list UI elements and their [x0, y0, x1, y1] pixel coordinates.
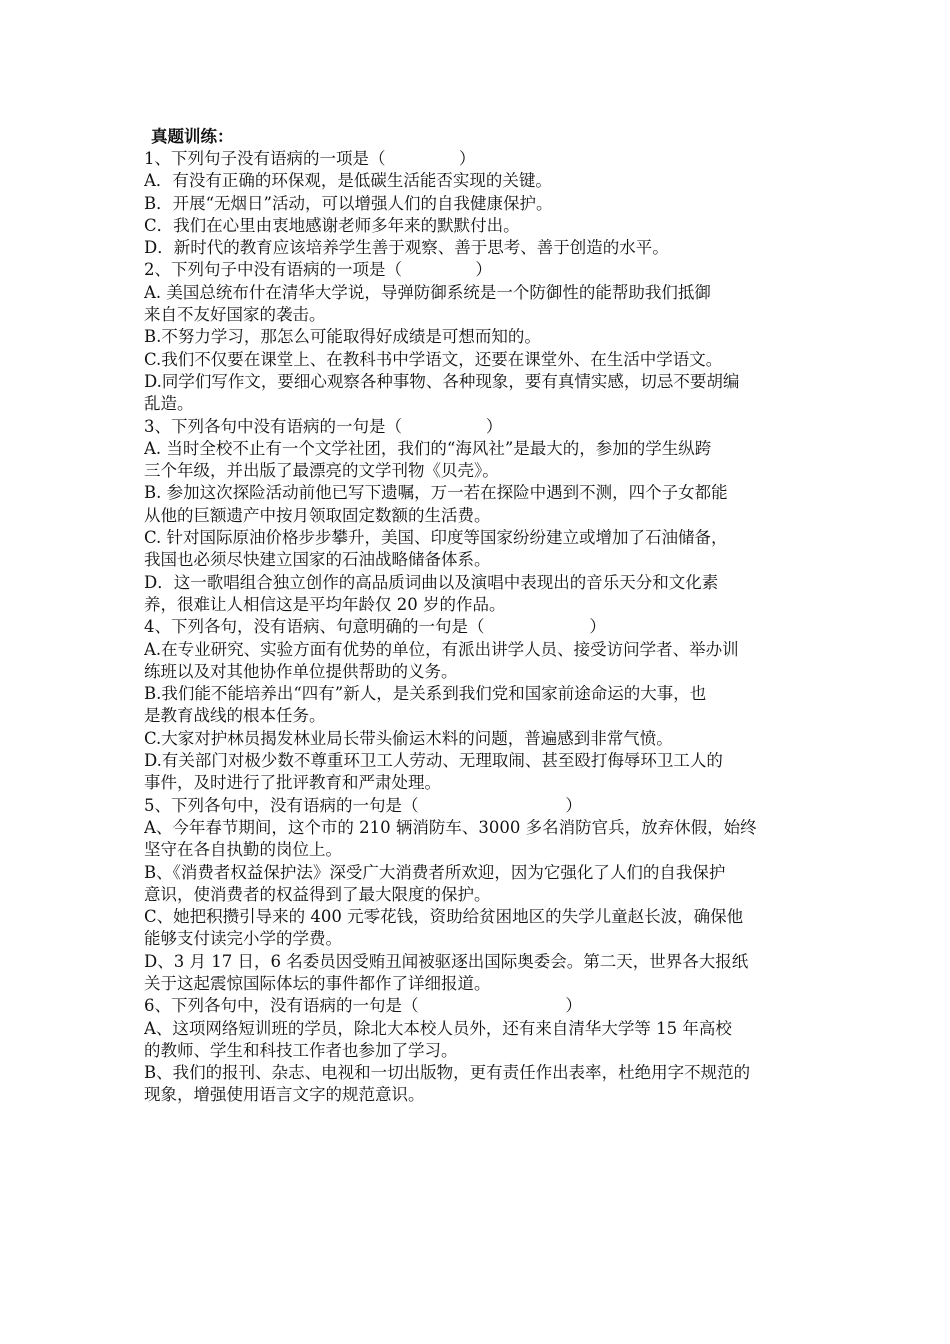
question-1-stem: 1、下列句子没有语病的一项是（ ）	[144, 149, 476, 168]
question-6-option-a-cont: 的教师、学生和科技工作者也参加了学习。	[144, 1040, 458, 1060]
question-4-option-a: A.在专业研究、实验方面有优势的单位，有派出讲学人员、接受访问学者、举办训	[144, 639, 739, 659]
question-4-option-b-cont: 是教育战线的根本任务。	[144, 706, 326, 726]
question-5-option-d: D、3 月 17 日，6 名委员因受贿丑闻被驱逐出国际奥委会。第二天，世界各大报纸	[144, 951, 749, 971]
section-heading: 真题训练：	[151, 127, 234, 146]
question-3-option-c: C. 针对国际原油价格步步攀升，美国、印度等国家纷纷建立或增加了石油储备，	[144, 528, 728, 548]
question-3-option-c-cont: 我国也必须尽快建立国家的石油战略储备体系。	[144, 550, 491, 570]
question-6-option-b-cont: 现象，增强使用语言文字的规范意识。	[144, 1085, 425, 1105]
question-4-option-d-cont: 事件，及时进行了批评教育和严肃处理。	[144, 773, 441, 793]
question-3-option-b-cont: 从他的巨额遗产中按月领取固定数额的生活费。	[144, 505, 491, 525]
question-2-option-d: D.同学们写作文，要细心观察各种事物、各种现象，要有真情实感，切忌不要胡编	[144, 371, 740, 391]
question-5-option-a-cont: 坚守在各自执勤的岗位上。	[144, 840, 342, 860]
question-3-option-d-cont: 养，很难让人相信这是平均年龄仅 20 岁的作品。	[144, 594, 506, 614]
question-6-option-a: A、这项网络短训班的学员，除北大本校人员外，还有来自清华大学等 15 年高校	[144, 1018, 732, 1038]
question-3-option-a-cont: 三个年级，并出版了最漂亮的文学刊物《贝壳》。	[144, 461, 499, 481]
question-2-stem: 2、下列句子中没有语病的一项是（ ）	[144, 260, 492, 280]
question-5-option-c: C、她把积攒引导来的 400 元零花钱，资助给贫困地区的失学儿童赵长波，确保他	[144, 907, 744, 927]
question-4-option-d: D.有关部门对极少数不尊重环卫工人劳动、无理取闹、甚至殴打侮辱环卫工人的	[144, 751, 723, 771]
question-2-option-b: B.不努力学习，那怎么可能取得好成绩是可想而知的。	[144, 327, 541, 347]
question-6-option-b: B、我们的报刊、杂志、电视和一切出版物，更有责任作出表率，杜绝用字不规范的	[144, 1063, 751, 1083]
question-2-option-d-cont: 乱造。	[144, 394, 194, 414]
question-3-stem: 3、下列各句中没有语病的一句是（ ）	[144, 416, 503, 436]
question-4-option-c: C.大家对护林员揭发林业局长带头偷运木料的问题，普遍感到非常气愤。	[144, 728, 673, 748]
question-2-option-c: C.我们不仅要在课堂上、在教科书中学语文，还要在课堂外、在生活中学语文。	[144, 349, 723, 369]
question-3-option-b: B. 参加这次探险活动前他已写下遗嘱，万一若在探险中遇到不测，四个子女都能	[144, 483, 728, 503]
question-1-option-b: B．开展“无烟日”活动，可以增强人们的自我健康保护。	[144, 193, 553, 213]
question-5-stem: 5、下列各句中，没有语病的一句是（ ）	[144, 795, 582, 815]
question-5-option-c-cont: 能够支付读完小学的学费。	[144, 929, 342, 949]
question-1-option-c: C．我们在心里由衷地感谢老师多年来的默默付出。	[144, 215, 520, 235]
question-6-stem: 6、下列各句中，没有语病的一句是（ ）	[144, 996, 582, 1016]
question-2-option-a-cont: 来自不友好国家的袭击。	[144, 305, 326, 325]
question-4-option-a-cont: 练班以及对其他协作单位提供帮助的义务。	[144, 661, 458, 681]
question-1-option-d: D．新时代的教育应该培养学生善于观察、善于思考、善于创造的水平。	[144, 238, 669, 258]
question-body	[144, 148, 812, 1107]
document-page	[144, 126, 812, 1107]
question-2-option-a: A. 美国总统布什在清华大学说，导弹防御系统是一个防御性的能帮助我们抵御	[144, 282, 711, 302]
question-4-stem: 4、下列各句，没有语病、句意明确的一句是（ ）	[144, 617, 606, 637]
question-4-option-b: B.我们能不能培养出“四有”新人，是关系到我们党和国家前途命运的大事，也	[144, 684, 707, 704]
question-3-option-a: A. 当时全校不止有一个文学社团，我们的“海风社”是最大的，参加的学生纵跨	[144, 438, 712, 458]
question-3-option-d: D．这一歌唱组合独立创作的高品质词曲以及演唱中表现出的音乐天分和文化素	[144, 572, 719, 592]
question-5-option-b-cont: 意识，使消费者的权益得到了最大限度的保护。	[144, 884, 491, 904]
question-5-option-b: B、《消费者权益保护法》深受广大消费者所欢迎，因为它强化了人们的自我保护	[144, 862, 726, 882]
question-5-option-d-cont: 关于这起震惊国际体坛的事件都作了详细报道。	[144, 973, 491, 993]
question-1-option-a: A．有没有正确的环保观，是低碳生活能否实现的关键。	[144, 171, 552, 191]
question-5-option-a: A、今年春节期间，这个市的 210 辆消防车、3000 多名消防官兵，放弃休假，始终	[144, 817, 757, 837]
